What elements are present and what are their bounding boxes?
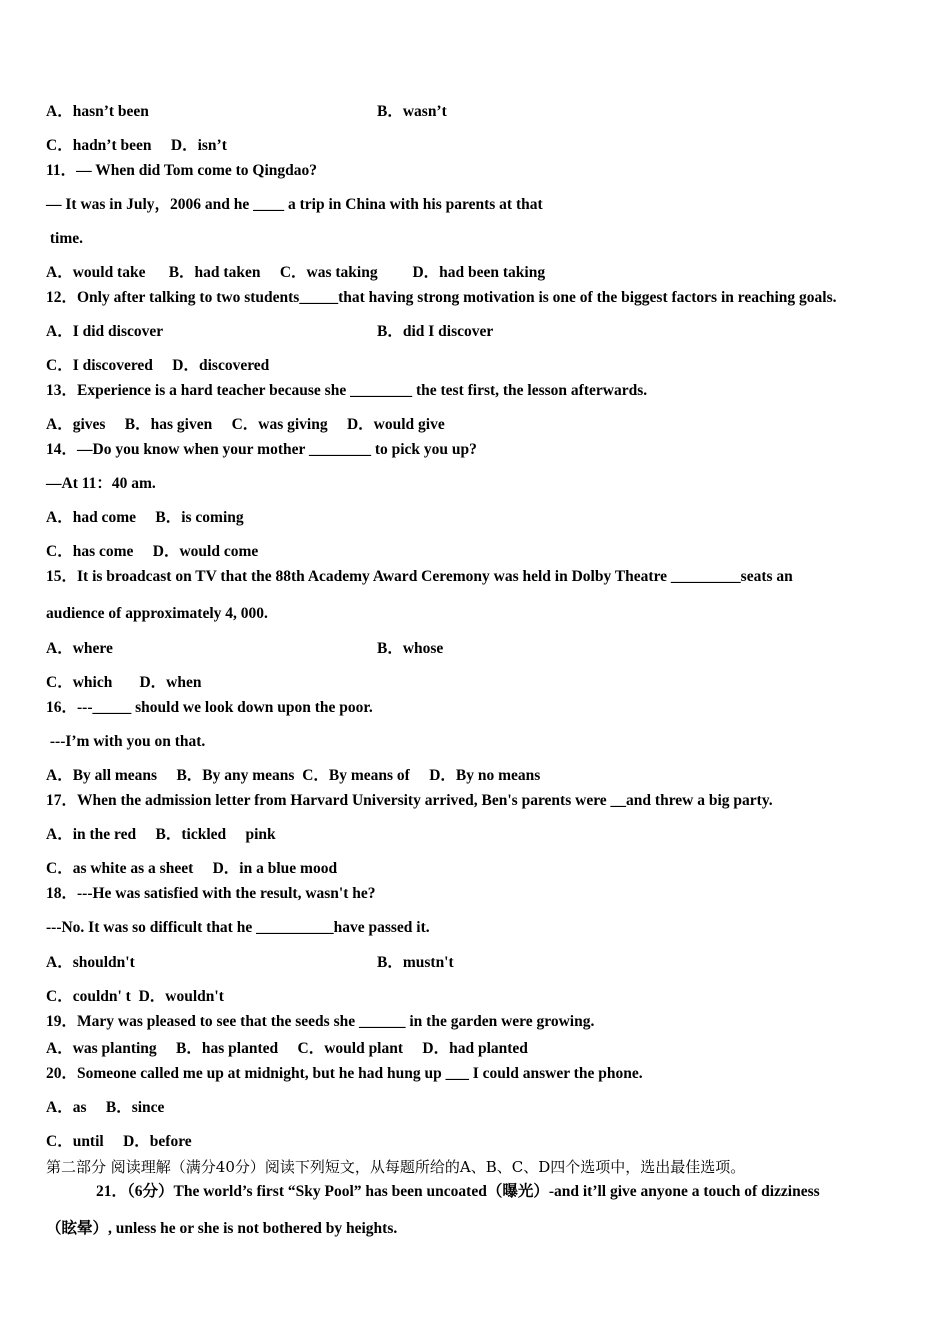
q18-question: 18．---He was satisfied with the result, wasn't he? xyxy=(46,885,376,902)
q15-question-cont: audience of approximately 4, 000. xyxy=(46,605,268,622)
q21-passage-line1: 21．（6分）The world’s first “Sky Pool” has been uncoated（曝光）-and it’ll give anyone a touch of dizziness xyxy=(96,1183,820,1200)
q17-options-cd: C．as white as a sheet D．in a blue mood xyxy=(46,860,338,877)
q15-option-b: B．whose xyxy=(377,640,444,657)
q14-options-cd: C．has come D．would come xyxy=(46,543,259,560)
q20-question: 20．Someone called me up at midnight, but he had hung up ___ I could answer the phone. xyxy=(46,1065,643,1082)
q18-reply: ---No. It was so difficult that he __________have passed it. xyxy=(46,919,430,936)
q14-options-ab: A．had come B．is coming xyxy=(46,509,244,526)
q20-options-ab: A．as B．since xyxy=(46,1099,165,1116)
q12-options-cd: C．I discovered D．discovered xyxy=(46,357,270,374)
q14-question: 14．—Do you know when your mother ________ to pick you up? xyxy=(46,441,477,458)
q17-question: 17．When the admission letter from Harvard University arrived, Ben's parents were __and threw a big party. xyxy=(46,792,773,809)
q16-question: 16．---_____ should we look down upon the poor. xyxy=(46,699,373,716)
q13-options: A．gives B．has given C．was giving D．would give xyxy=(46,416,445,433)
q20-options-cd: C．until D．before xyxy=(46,1133,192,1150)
q15-option-a: A．where xyxy=(46,640,113,657)
section-two-heading: 第二部分 阅读理解（满分40分）阅读下列短文，从每题所给的A、B、C、D四个选项中，选出最佳选项。 xyxy=(46,1158,746,1176)
q15-options-cd: C．which D．when xyxy=(46,674,202,691)
q11-dialogue-cont: time. xyxy=(46,230,84,247)
q12-option-b: B．did I discover xyxy=(377,323,494,340)
q17-options-ab: A．in the red B．tickled pink xyxy=(46,826,276,843)
q19-options: A．was planting B．has planted C．would plant D．had planted xyxy=(46,1040,528,1057)
q18-options-cd: C．couldn' t D．wouldn't xyxy=(46,988,224,1005)
q11-question: 11．— When did Tom come to Qingdao? xyxy=(46,162,318,179)
q11-dialogue: — It was in July，2006 and he ____ a trip in China with his parents at that xyxy=(46,196,543,213)
q21-passage-line2: （眩晕）, unless he or she is not bothered by heights. xyxy=(46,1220,398,1237)
q10-option-a: A．hasn’t been xyxy=(46,103,149,120)
q11-options: A．would take B．had taken C．was taking D．had been taking xyxy=(46,264,546,281)
q15-question: 15．It is broadcast on TV that the 88th Academy Award Ceremony was held in Dolby Theatre _________seats an xyxy=(46,568,793,585)
q13-question: 13．Experience is a hard teacher because she ________ the test first, the lesson afterwards. xyxy=(46,382,648,399)
q16-options: A．By all means B．By any means C．By means of D．By no means xyxy=(46,767,541,784)
q18-option-a: A．shouldn't xyxy=(46,954,135,971)
q12-option-a: A．I did discover xyxy=(46,323,164,340)
q16-reply: ---I’m with you on that. xyxy=(46,733,206,750)
q19-question: 19．Mary was pleased to see that the seeds she ______ in the garden were growing. xyxy=(46,1013,595,1030)
q10-option-b: B．wasn’t xyxy=(377,103,447,120)
q18-option-b: B．mustn't xyxy=(377,954,454,971)
q12-question: 12．Only after talking to two students_____that having strong motivation is one of the biggest factors in reaching goals. xyxy=(46,289,837,306)
q10-options-cd: C．hadn’t been D．isn’t xyxy=(46,137,227,154)
q14-answer: —At 11：40 am. xyxy=(46,475,156,492)
